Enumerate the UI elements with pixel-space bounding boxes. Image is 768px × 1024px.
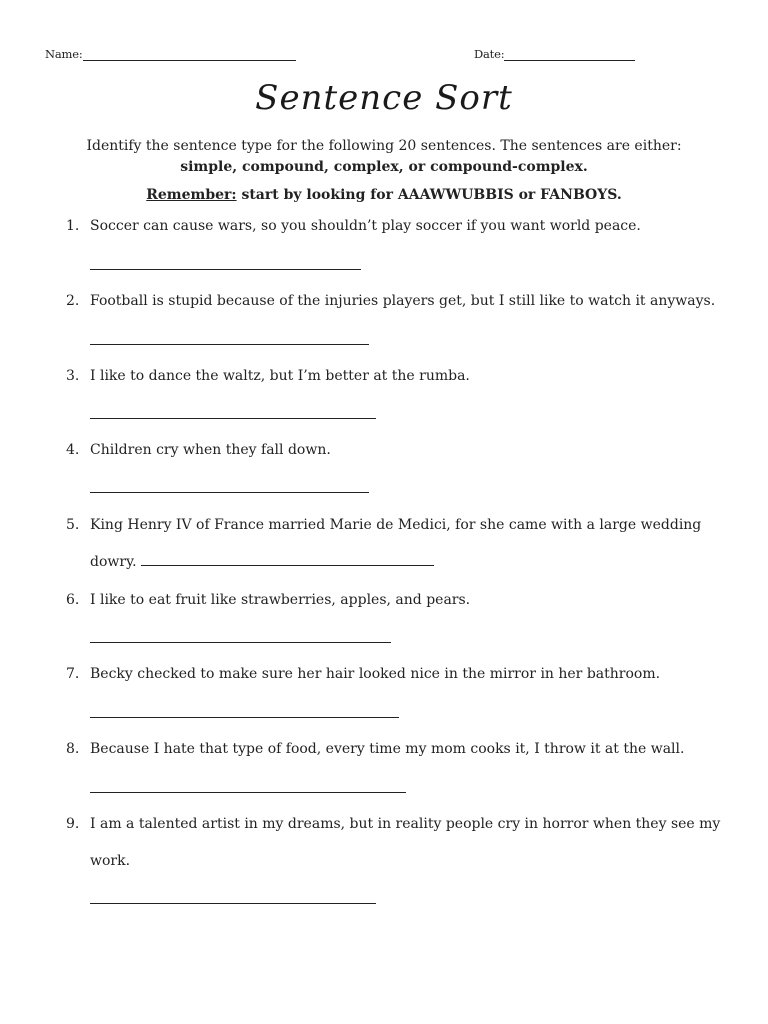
sentence-text: Becky checked to make sure her hair looked nice in the mirror in her bathroom. — [90, 666, 661, 682]
date-label: Date: — [474, 47, 505, 61]
sentence-text: Football is stupid because of the injuries players get, but I still like to watch it anyways. — [90, 293, 716, 309]
answer-line[interactable] — [90, 717, 399, 718]
sentence-text: Because I hate that type of food, every time my mom cooks it, I throw it at the wall. — [90, 741, 685, 757]
sentence-text: I am a talented artist in my dreams, but in reality people cry in horror when they see my — [90, 816, 721, 832]
instructions — [60, 136, 708, 178]
answer-line[interactable] — [90, 344, 369, 345]
item-number: 2. — [66, 293, 80, 309]
item-number: 3. — [66, 368, 80, 384]
remember-label: Remember: — [146, 187, 237, 203]
item-number: 9. — [66, 816, 80, 832]
sentence-text: I like to eat fruit like strawberries, apples, and pears. — [90, 592, 471, 608]
date-field — [474, 47, 635, 61]
answer-line[interactable] — [90, 418, 376, 419]
remember-note — [0, 187, 768, 203]
instructions-sentence-types: simple, compound, complex, or compound-complex. — [180, 159, 588, 175]
item-number: 7. — [66, 666, 80, 682]
item-number: 6. — [66, 592, 80, 608]
item-number: 1. — [66, 218, 80, 234]
answer-line[interactable] — [90, 792, 406, 793]
answer-line[interactable] — [141, 551, 434, 566]
sentence-text-end: work. — [90, 853, 131, 869]
answer-line[interactable] — [90, 642, 391, 643]
sentence-text-end: dowry. — [90, 554, 137, 570]
name-field — [45, 47, 296, 61]
page-title: Sentence Sort — [255, 78, 513, 118]
item-number: 5. — [66, 517, 80, 533]
sentence-text: Children cry when they fall down. — [90, 442, 331, 458]
sentence-text-continued — [90, 544, 730, 581]
answer-line[interactable] — [90, 269, 361, 270]
name-label: Name: — [45, 47, 83, 61]
date-blank-line[interactable] — [504, 48, 635, 61]
sentence-text: I like to dance the waltz, but I’m better at the rumba. — [90, 368, 470, 384]
answer-line[interactable] — [90, 903, 376, 904]
remember-text: start by looking for AAAWWUBBIS or FANBOYS. — [241, 187, 622, 203]
item-number: 8. — [66, 741, 80, 757]
name-blank-line[interactable] — [83, 48, 296, 61]
sentence-text: King Henry IV of France married Marie de Medici, for she came with a large wedding — [90, 517, 702, 533]
sentence-text: Soccer can cause wars, so you shouldn’t play soccer if you want world peace. — [90, 218, 641, 234]
instructions-text: Identify the sentence type for the following 20 sentences. The sentences are either: — [86, 138, 682, 154]
answer-line[interactable] — [90, 492, 369, 493]
item-number: 4. — [66, 442, 80, 458]
